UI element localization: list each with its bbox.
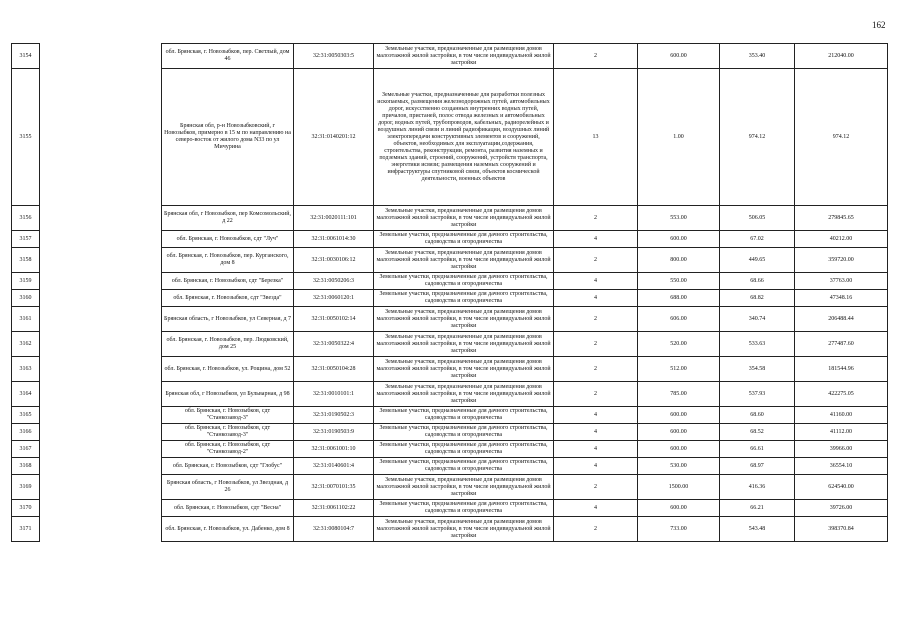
address-cell: обл. Брянская, г. Новозыбков, ул. Рощина, дом 52 [162,357,294,382]
specific-value-cell: 66.21 [720,500,795,517]
row-number: 3158 [12,248,40,273]
group-cell: 4 [554,231,638,248]
land-use-description-cell: Земельные участки, предназначенные для размещения домов малоэтажной жилой застройки, в том числе индивидуальной жилой застройки [374,248,554,273]
spacer-cell [40,248,162,273]
cadastral-number-cell: 32:31:0030106:12 [294,248,374,273]
area-cell: 606.00 [638,307,720,332]
table-row [12,357,888,382]
area-cell: 530.00 [638,458,720,475]
row-number: 3171 [12,517,40,542]
row-number: 3163 [12,357,40,382]
specific-value-cell: 974.12 [720,69,795,206]
cadastral-value-cell: 398370.84 [795,517,888,542]
spacer-cell [40,458,162,475]
row-number: 3170 [12,500,40,517]
cadastral-number-cell: 32:31:0050102:14 [294,307,374,332]
cadastral-number-cell: 32:31:0020111:101 [294,206,374,231]
table-row [12,441,888,458]
cadastral-value-cell: 974.12 [795,69,888,206]
specific-value-cell: 68.97 [720,458,795,475]
spacer-cell [40,475,162,500]
address-cell: Брянская область, г Новозыбков, ул Звездная, д 26 [162,475,294,500]
table-row [12,517,888,542]
group-cell: 4 [554,458,638,475]
land-use-description-cell: Земельные участки, предназначенные для разработки полезных ископаемых, размещения железнодорожных путей, автомобильных дорог, искусственно созданных внутренних водных путей, причалов, пристаней, полос отвода железных и автомобильных дорог, водных путей, трубопроводов, кабельных, радиорелейных и воздушных линий связи и линий радиофикации, воздушных линий электропередачи конструктивных элементов и сооружений, объектов, необходимых для эксплуатации,содержания, строительства, реконструкции, ремонта, развития наземных и подземных зданий, строений, сооружений, устройств транспорта, энергетики исвязи; размещения наземных сооружений и инфраструктуры спутниковой связи, объектов космической деятельности, военных объектов [374,69,554,206]
row-number: 3169 [12,475,40,500]
cadastral-value-cell: 41160.00 [795,407,888,424]
cadastral-value-cell: 36554.10 [795,458,888,475]
table-row [12,424,888,441]
page-number: 162 [872,20,886,30]
cadastral-value-cell: 41112.00 [795,424,888,441]
address-cell: обл. Брянская, г. Новозыбков, сдт "Весна" [162,500,294,517]
group-cell: 2 [554,475,638,500]
land-use-description-cell: Земельные участки, предназначенные для размещения домов малоэтажной жилой застройки, в том числе индивидуальной жилой застройки [374,475,554,500]
table-row [12,206,888,231]
specific-value-cell: 506.05 [720,206,795,231]
land-use-description-cell: Земельные участки, предназначенные для дачного строительства, садоводства и огородничества [374,500,554,517]
specific-value-cell: 353.40 [720,44,795,69]
land-use-description-cell: Земельные участки, предназначенные для размещения домов малоэтажной жилой застройки, в том числе индивидуальной жилой застройки [374,206,554,231]
spacer-cell [40,407,162,424]
cadastral-number-cell: 32:31:0050303:5 [294,44,374,69]
cadastral-number-cell: 32:31:0190502:3 [294,407,374,424]
group-cell: 4 [554,290,638,307]
cadastral-value-cell: 212040.00 [795,44,888,69]
spacer-cell [40,307,162,332]
spacer-cell [40,290,162,307]
row-number: 3167 [12,441,40,458]
row-number: 3165 [12,407,40,424]
spacer-cell [40,357,162,382]
cadastral-number-cell: 32:31:0061014:30 [294,231,374,248]
group-cell: 2 [554,357,638,382]
spacer-cell [40,382,162,407]
specific-value-cell: 416.36 [720,475,795,500]
cadastral-value-cell: 279845.65 [795,206,888,231]
spacer-cell [40,441,162,458]
cadastral-number-cell: 32:31:0061001:10 [294,441,374,458]
cadastral-value-cell: 277487.60 [795,332,888,357]
cadastral-number-cell: 32:31:0140601:4 [294,458,374,475]
cadastral-value-cell: 40212.00 [795,231,888,248]
specific-value-cell: 537.93 [720,382,795,407]
group-cell: 2 [554,307,638,332]
cadastral-number-cell: 32:31:0070101:35 [294,475,374,500]
cadastral-number-cell: 32:31:0050322:4 [294,332,374,357]
row-number: 3162 [12,332,40,357]
specific-value-cell: 66.61 [720,441,795,458]
cadastral-number-cell: 32:31:0140201:12 [294,69,374,206]
cadastral-number-cell: 32:31:0080104:7 [294,517,374,542]
spacer-cell [40,517,162,542]
group-cell: 2 [554,248,638,273]
row-number: 3157 [12,231,40,248]
group-cell: 2 [554,517,638,542]
cadastral-number-cell: 32:31:0050104:28 [294,357,374,382]
area-cell: 600.00 [638,424,720,441]
address-cell: обл. Брянская, г. Новозыбков, ул. Дабенко, дом 8 [162,517,294,542]
row-number: 3160 [12,290,40,307]
land-use-description-cell: Земельные участки, предназначенные для размещения домов малоэтажной жилой застройки, в том числе индивидуальной жилой застройки [374,44,554,69]
specific-value-cell: 340.74 [720,307,795,332]
table-row [12,307,888,332]
cadastral-value-cell: 39726.00 [795,500,888,517]
group-cell: 2 [554,44,638,69]
cadastral-value-cell: 39966.00 [795,441,888,458]
spacer-cell [40,273,162,290]
cadastral-number-cell: 32:31:0190503:9 [294,424,374,441]
row-number: 3156 [12,206,40,231]
cadastral-value-cell: 359720.00 [795,248,888,273]
address-cell: обл. Брянская, г. Новозыбков, сдт "Глобус" [162,458,294,475]
cadastral-value-cell: 206488.44 [795,307,888,332]
table-row [12,458,888,475]
table-row [12,407,888,424]
row-number: 3159 [12,273,40,290]
group-cell: 4 [554,500,638,517]
specific-value-cell: 354.58 [720,357,795,382]
cadastral-value-cell: 37763.00 [795,273,888,290]
row-number: 3155 [12,69,40,206]
table-row [12,500,888,517]
cadastral-value-cell: 624540.00 [795,475,888,500]
address-cell: Брянская обл, р-н Новозыбковский, г Новозыбков, примерно в 15 м по направлению на северо-восток от жилого дома N33 по ул Мичурина [162,69,294,206]
cadastral-value-cell: 422275.05 [795,382,888,407]
area-cell: 733.00 [638,517,720,542]
area-cell: 553.00 [638,206,720,231]
group-cell: 4 [554,273,638,290]
group-cell: 4 [554,424,638,441]
cadastral-value-table [11,43,888,542]
address-cell: обл. Брянская, г. Новозыбков, сдт "Звезда" [162,290,294,307]
table-row [12,231,888,248]
address-cell: обл. Брянская, г. Новозыбков, сдт "Станкозавод-3" [162,424,294,441]
area-cell: 550.00 [638,273,720,290]
table-row [12,382,888,407]
area-cell: 600.00 [638,441,720,458]
area-cell: 1500.00 [638,475,720,500]
specific-value-cell: 68.52 [720,424,795,441]
land-use-description-cell: Земельные участки, предназначенные для дачного строительства, садоводства и огородничества [374,290,554,307]
table-row [12,273,888,290]
address-cell: обл. Брянская, г. Новозыбков, пер. Людковский, дом 25 [162,332,294,357]
table-row [12,69,888,206]
land-use-description-cell: Земельные участки, предназначенные для дачного строительства, садоводства и огородничества [374,441,554,458]
address-cell: обл. Брянская, г. Новозыбков, пер. Светлый, дом 46 [162,44,294,69]
specific-value-cell: 543.48 [720,517,795,542]
specific-value-cell: 68.66 [720,273,795,290]
cadastral-number-cell: 32:31:0060120:1 [294,290,374,307]
land-use-description-cell: Земельные участки, предназначенные для размещения домов малоэтажной жилой застройки, в том числе индивидуальной жилой застройки [374,357,554,382]
land-use-description-cell: Земельные участки, предназначенные для дачного строительства, садоводства и огородничества [374,273,554,290]
group-cell: 2 [554,332,638,357]
table-row [12,290,888,307]
group-cell: 13 [554,69,638,206]
specific-value-cell: 68.60 [720,407,795,424]
area-cell: 785.00 [638,382,720,407]
land-use-description-cell: Земельные участки, предназначенные для размещения домов малоэтажной жилой застройки, в том числе индивидуальной жилой застройки [374,332,554,357]
land-use-description-cell: Земельные участки, предназначенные для дачного строительства, садоводства и огородничества [374,458,554,475]
table-row [12,44,888,69]
land-use-description-cell: Земельные участки, предназначенные для размещения домов малоэтажной жилой застройки, в том числе индивидуальной жилой застройки [374,307,554,332]
group-cell: 2 [554,206,638,231]
land-use-description-cell: Земельные участки, предназначенные для дачного строительства, садоводства и огородничества [374,231,554,248]
area-cell: 600.00 [638,231,720,248]
table-row [12,332,888,357]
address-cell: обл. Брянская, г. Новозыбков, сдт "Луч" [162,231,294,248]
spacer-cell [40,332,162,357]
row-number: 3161 [12,307,40,332]
area-cell: 520.00 [638,332,720,357]
cadastral-number-cell: 32:31:0061102:22 [294,500,374,517]
area-cell: 800.00 [638,248,720,273]
spacer-cell [40,206,162,231]
land-use-description-cell: Земельные участки, предназначенные для размещения домов малоэтажной жилой застройки, в том числе индивидуальной жилой застройки [374,382,554,407]
cadastral-value-cell: 181544.96 [795,357,888,382]
spacer-cell [40,69,162,206]
area-cell: 1.00 [638,69,720,206]
spacer-cell [40,231,162,248]
specific-value-cell: 533.63 [720,332,795,357]
spacer-cell [40,424,162,441]
row-number: 3154 [12,44,40,69]
specific-value-cell: 68.82 [720,290,795,307]
land-use-description-cell: Земельные участки, предназначенные для размещения домов малоэтажной жилой застройки, в том числе индивидуальной жилой застройки [374,517,554,542]
row-number: 3164 [12,382,40,407]
spacer-cell [40,500,162,517]
address-cell: обл. Брянская, г. Новозыбков, пер. Курганского, дом 8 [162,248,294,273]
area-cell: 600.00 [638,407,720,424]
table-row [12,248,888,273]
address-cell: Брянская обл, г Новозыбков, ул Бульварная, д 98 [162,382,294,407]
area-cell: 688.00 [638,290,720,307]
group-cell: 4 [554,407,638,424]
land-use-description-cell: Земельные участки, предназначенные для дачного строительства, садоводства и огородничества [374,424,554,441]
table-row [12,475,888,500]
area-cell: 512.00 [638,357,720,382]
group-cell: 2 [554,382,638,407]
address-cell: Брянская обл, г Новозыбков, пер Комсомольский, д 22 [162,206,294,231]
spacer-cell [40,44,162,69]
area-cell: 600.00 [638,44,720,69]
land-use-description-cell: Земельные участки, предназначенные для дачного строительства, садоводства и огородничества [374,407,554,424]
area-cell: 600.00 [638,500,720,517]
address-cell: обл. Брянская, г. Новозыбков, сдт "Станкозавод-3" [162,407,294,424]
specific-value-cell: 449.65 [720,248,795,273]
address-cell: обл. Брянская, г. Новозыбков, сдт "Березка" [162,273,294,290]
row-number: 3166 [12,424,40,441]
specific-value-cell: 67.02 [720,231,795,248]
group-cell: 4 [554,441,638,458]
address-cell: обл. Брянская, г. Новозыбков, сдт "Станкозавод-2" [162,441,294,458]
row-number: 3168 [12,458,40,475]
cadastral-number-cell: 32:31:0010101:1 [294,382,374,407]
cadastral-number-cell: 32:31:0050206:3 [294,273,374,290]
address-cell: Брянская область, г Новозыбков, ул Северная, д 7 [162,307,294,332]
cadastral-value-cell: 47348.16 [795,290,888,307]
